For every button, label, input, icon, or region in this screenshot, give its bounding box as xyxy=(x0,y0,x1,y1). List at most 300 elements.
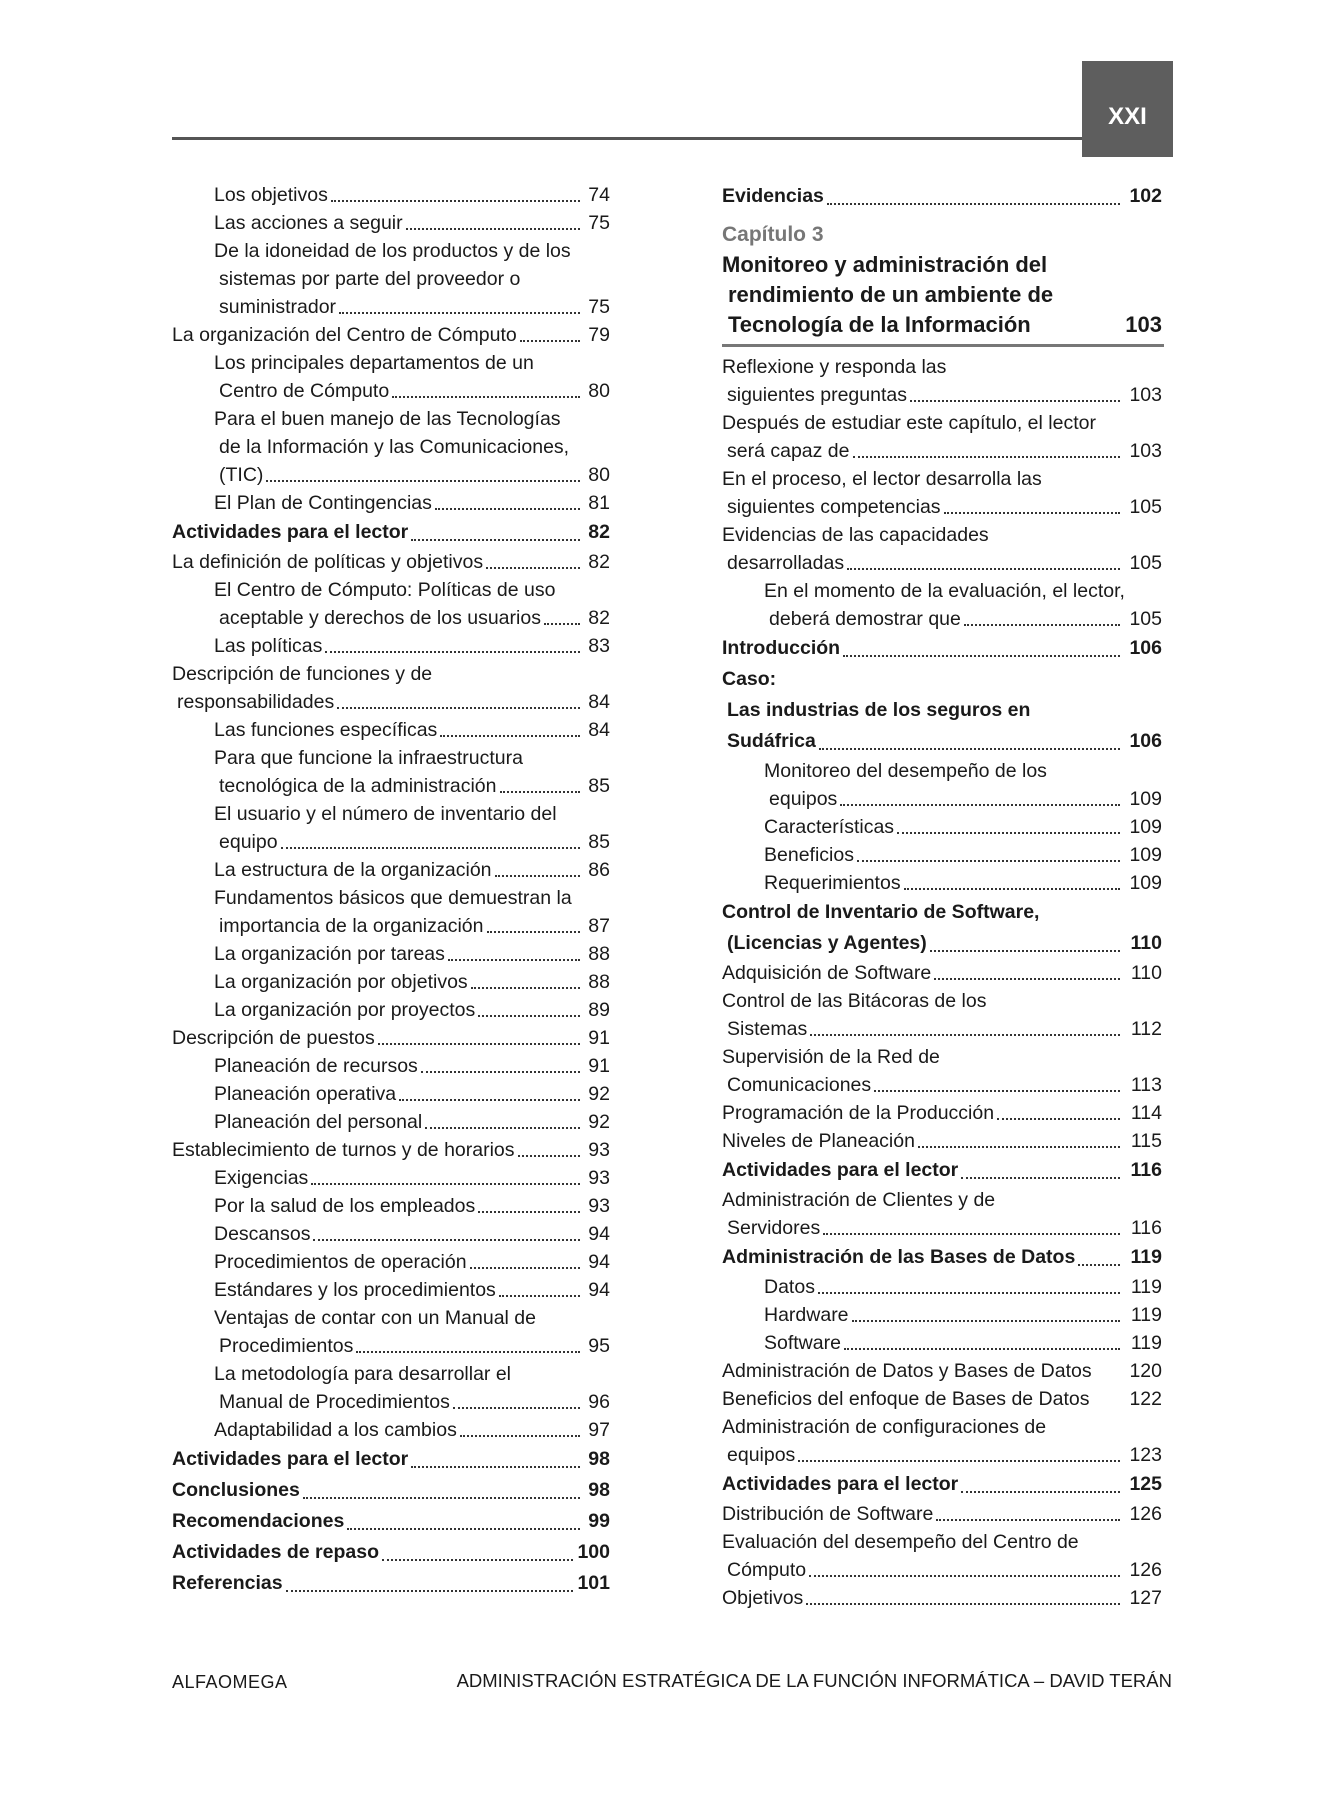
toc-page-number: 98 xyxy=(588,1479,610,1501)
dot-leader xyxy=(470,1267,580,1269)
toc-entry xyxy=(172,884,610,940)
dot-leader xyxy=(806,1603,1120,1605)
toc-entry xyxy=(722,181,1162,212)
toc-entry xyxy=(722,409,1162,465)
toc-entry-line xyxy=(172,321,610,349)
toc-page-number: 109 xyxy=(1129,816,1162,838)
chapter-title-line: Tecnología de la Información xyxy=(728,312,1031,337)
toc-entry-text: Beneficios xyxy=(764,844,854,866)
toc-entry-text: (Licencias y Agentes) xyxy=(727,932,927,954)
toc-entry xyxy=(172,1360,610,1416)
toc-page-number: 74 xyxy=(588,184,610,206)
toc-entry-text: Comunicaciones xyxy=(727,1074,872,1096)
toc-entry xyxy=(172,237,610,321)
dot-leader xyxy=(486,567,580,569)
toc-entry-text: Las funciones específicas xyxy=(214,719,438,741)
toc-entry-text: Adaptabilidad a los cambios xyxy=(214,1419,457,1441)
toc-entry-line xyxy=(764,1273,1162,1301)
toc-entry-line xyxy=(722,959,1162,987)
dot-leader xyxy=(411,1466,580,1468)
toc-entry-text: sistemas por parte del proveedor o xyxy=(219,268,521,290)
dot-leader xyxy=(347,1528,580,1530)
toc-entry-text: de la Información y las Comunicaciones, xyxy=(219,436,570,458)
toc-entry xyxy=(172,1276,610,1304)
toc-entry-line xyxy=(722,1441,1162,1469)
toc-entry xyxy=(172,517,610,548)
toc-right-column xyxy=(722,181,1162,1612)
toc-entry-line xyxy=(722,1500,1162,1528)
dot-leader xyxy=(453,1407,580,1409)
toc-entry-line xyxy=(214,996,610,1024)
toc-entry xyxy=(722,1273,1162,1301)
dot-leader xyxy=(487,931,581,933)
toc-page-number: 109 xyxy=(1129,844,1162,866)
toc-entry-text: equipos xyxy=(769,788,838,810)
toc-entry xyxy=(722,869,1162,897)
toc-entry xyxy=(722,757,1162,813)
toc-entry-text: La organización por tareas xyxy=(214,943,445,965)
toc-page-number: 110 xyxy=(1130,962,1162,984)
toc-entry-text: La estructura de la organización xyxy=(214,859,492,881)
toc-entry-text: Actividades para el lector xyxy=(722,1159,959,1181)
dot-leader xyxy=(313,1239,580,1241)
toc-entry-text: Después de estudiar este capítulo, el lector xyxy=(722,412,1096,434)
toc-entry-text: Datos xyxy=(764,1276,815,1298)
toc-entry-text: Programación de la Producción xyxy=(722,1102,995,1124)
toc-page-number: 93 xyxy=(588,1139,610,1161)
toc-page-number: 91 xyxy=(588,1027,610,1049)
toc-entry-line xyxy=(214,209,610,237)
toc-entry-line xyxy=(214,1192,610,1220)
toc-entry-text: Ventajas de contar con un Manual de xyxy=(214,1307,536,1329)
toc-entry-text: Monitoreo del desempeño de los xyxy=(764,760,1047,782)
chapter-title-last-line xyxy=(722,310,1162,340)
toc-page-number: 113 xyxy=(1130,1074,1162,1096)
toc-entry-line xyxy=(214,377,610,405)
dot-leader xyxy=(961,1491,1120,1493)
chapter-rule xyxy=(722,344,1164,347)
toc-entry-line xyxy=(722,633,1162,664)
footer-publisher: ALFAOMEGA xyxy=(172,1672,288,1692)
toc-page-number: 103 xyxy=(1129,440,1162,462)
toc-entry-line xyxy=(172,1136,610,1164)
toc-page-number: 86 xyxy=(588,859,610,881)
toc-entry-text: Las políticas xyxy=(214,635,323,657)
toc-page-number: 105 xyxy=(1129,608,1162,630)
toc-entry xyxy=(172,1108,610,1136)
chapter-label: Capítulo 3 xyxy=(722,223,824,246)
dot-leader xyxy=(411,539,580,541)
dot-leader xyxy=(266,480,580,482)
toc-entry xyxy=(722,1155,1162,1186)
toc-page-number: 85 xyxy=(588,831,610,853)
toc-entry-line xyxy=(214,716,610,744)
toc-entry-line xyxy=(722,1099,1162,1127)
toc-page-number: 83 xyxy=(588,635,610,657)
toc-entry xyxy=(172,209,610,237)
toc-entry xyxy=(722,1127,1162,1155)
toc-entry-line xyxy=(214,856,610,884)
dot-leader xyxy=(281,847,580,849)
toc-entry-line xyxy=(764,605,1162,633)
toc-page-number: 82 xyxy=(588,551,610,573)
toc-page-number: 123 xyxy=(1129,1444,1162,1466)
toc-entry-line xyxy=(764,869,1162,897)
dot-leader xyxy=(809,1575,1120,1577)
dot-leader xyxy=(904,888,1120,890)
toc-entry-text: equipos xyxy=(727,1444,796,1466)
toc-entry-line xyxy=(214,181,610,209)
dot-leader xyxy=(356,1351,580,1353)
toc-page-number: 75 xyxy=(588,296,610,318)
toc-entry-line xyxy=(722,1127,1162,1155)
toc-entry-line xyxy=(172,1444,610,1475)
toc-page-number: 114 xyxy=(1130,1102,1162,1124)
toc-page-number: 106 xyxy=(1129,637,1162,659)
toc-entry-line xyxy=(214,1052,610,1080)
toc-entry-text: Distribución de Software xyxy=(722,1503,934,1525)
toc-entry xyxy=(172,1416,610,1444)
toc-entry xyxy=(172,1192,610,1220)
toc-page-number: 75 xyxy=(588,212,610,234)
toc-entry xyxy=(722,813,1162,841)
toc-entry-text: aceptable y derechos de los usuarios xyxy=(219,607,541,629)
toc-entry-line xyxy=(764,785,1162,813)
toc-entry-text: (TIC) xyxy=(219,464,264,486)
toc-entry-line xyxy=(172,1024,610,1052)
toc-entry-text: Procedimientos de operación xyxy=(214,1251,467,1273)
toc-entry xyxy=(172,405,610,489)
toc-entry-text: Control de las Bitácoras de los xyxy=(722,990,987,1012)
toc-entry-text: Sistemas xyxy=(727,1018,808,1040)
dot-leader xyxy=(406,228,580,230)
dot-leader xyxy=(478,1015,580,1017)
toc-entry xyxy=(172,1444,610,1475)
dot-leader xyxy=(495,875,580,877)
toc-entry xyxy=(722,521,1162,577)
toc-entry xyxy=(722,1357,1162,1385)
toc-entry xyxy=(172,660,610,716)
toc-entry-line xyxy=(722,1469,1162,1500)
dot-leader xyxy=(421,1071,580,1073)
toc-entry-text: Planeación del personal xyxy=(214,1111,423,1133)
dot-leader xyxy=(910,400,1120,402)
toc-entry-line xyxy=(722,1357,1162,1385)
toc-page-number: 116 xyxy=(1130,1159,1162,1181)
toc-page-number: 96 xyxy=(588,1391,610,1413)
dot-leader xyxy=(448,959,580,961)
toc-entry xyxy=(722,841,1162,869)
toc-entry xyxy=(172,716,610,744)
dot-leader xyxy=(544,623,580,625)
toc-page-number: 88 xyxy=(588,971,610,993)
toc-page-number: 88 xyxy=(588,943,610,965)
chapter-page-number: 103 xyxy=(1125,312,1162,337)
toc-page-number: 101 xyxy=(577,1572,610,1594)
toc-page-number: 80 xyxy=(588,380,610,402)
toc-page-number: 105 xyxy=(1129,496,1162,518)
toc-entry xyxy=(722,664,1162,757)
toc-page-number: 94 xyxy=(588,1251,610,1273)
dot-leader xyxy=(435,508,580,510)
toc-entry-text: Administración de las Bases de Datos xyxy=(722,1246,1076,1268)
toc-entry-text: Descansos xyxy=(214,1223,311,1245)
toc-entry-line xyxy=(172,548,610,576)
toc-page-number: 95 xyxy=(588,1335,610,1357)
dot-leader xyxy=(460,1435,580,1437)
toc-entry xyxy=(722,1301,1162,1329)
toc-page-number: 89 xyxy=(588,999,610,1021)
toc-entry-text: desarrolladas xyxy=(727,552,845,574)
toc-entry xyxy=(172,968,610,996)
toc-page-number: 87 xyxy=(588,915,610,937)
toc-entry-line xyxy=(214,489,610,517)
toc-page-number: 116 xyxy=(1130,1217,1162,1239)
toc-entry xyxy=(172,349,610,405)
toc-right-top xyxy=(722,181,1162,212)
chapter-title xyxy=(722,250,1162,340)
toc-left-column xyxy=(172,181,610,1599)
toc-entry xyxy=(172,576,610,632)
dot-leader xyxy=(478,1211,580,1213)
toc-entry-text: Sudáfrica xyxy=(727,730,816,752)
dot-leader xyxy=(499,1295,580,1297)
toc-page-number: 119 xyxy=(1130,1332,1162,1354)
toc-entry-text: Control de Inventario de Software, xyxy=(722,901,1040,923)
toc-entry-line xyxy=(172,517,610,548)
toc-page-number: 127 xyxy=(1129,1587,1162,1609)
toc-entry xyxy=(722,577,1162,633)
toc-entry-line xyxy=(214,1080,610,1108)
toc-entry xyxy=(722,465,1162,521)
toc-entry-text: Planeación operativa xyxy=(214,1083,397,1105)
toc-page-number: 94 xyxy=(588,1223,610,1245)
toc-page-number: 97 xyxy=(588,1419,610,1441)
toc-page-number: 92 xyxy=(588,1111,610,1133)
toc-entry xyxy=(722,1099,1162,1127)
toc-entry-line xyxy=(722,437,1162,465)
toc-entry-text: Las industrias de los seguros en xyxy=(727,699,1031,721)
toc-entry xyxy=(172,800,610,856)
toc-entry-text: Actividades para el lector xyxy=(172,1448,409,1470)
toc-entry-line xyxy=(214,1220,610,1248)
toc-page-number: 112 xyxy=(1130,1018,1162,1040)
toc-entry-text: Planeación de recursos xyxy=(214,1055,418,1077)
toc-entry-line xyxy=(172,1475,610,1506)
toc-entry-line xyxy=(214,461,610,489)
toc-entry xyxy=(722,1584,1162,1612)
toc-entry-text: equipo xyxy=(219,831,278,853)
toc-page-number: 115 xyxy=(1130,1130,1162,1152)
toc-entry-text: Servidores xyxy=(727,1217,821,1239)
toc-entry-text: suministrador xyxy=(219,296,337,318)
toc-entry-line xyxy=(722,1584,1162,1612)
toc-page-number: 82 xyxy=(588,607,610,629)
toc-entry-text: El Centro de Cómputo: Políticas de uso xyxy=(214,579,556,601)
toc-entry xyxy=(172,856,610,884)
dot-leader xyxy=(810,1034,1120,1036)
toc-entry-line xyxy=(214,912,610,940)
toc-entry xyxy=(722,987,1162,1043)
dot-leader xyxy=(303,1497,580,1499)
toc-page-number: 125 xyxy=(1129,1473,1162,1495)
toc-entry xyxy=(722,1186,1162,1242)
toc-page-number: 93 xyxy=(588,1167,610,1189)
toc-page-number: 85 xyxy=(588,775,610,797)
toc-entry-line xyxy=(722,1214,1162,1242)
dot-leader xyxy=(1078,1264,1120,1266)
toc-entry-text: Procedimientos xyxy=(219,1335,354,1357)
toc-page-number: 109 xyxy=(1129,788,1162,810)
toc-entry-text: siguientes competencias xyxy=(727,496,941,518)
toc-entry-text: Cómputo xyxy=(727,1559,807,1581)
toc-page-number: 91 xyxy=(588,1055,610,1077)
toc-entry-text: Los objetivos xyxy=(214,184,328,206)
toc-entry-text: Por la salud de los empleados xyxy=(214,1195,476,1217)
toc-entry xyxy=(722,1043,1162,1099)
toc-page-number: 102 xyxy=(1129,185,1162,207)
dot-leader xyxy=(964,624,1120,626)
toc-entry-line xyxy=(764,813,1162,841)
toc-entry xyxy=(722,1242,1162,1273)
toc-entry-text: Evidencias xyxy=(722,185,824,207)
toc-entry-text: La organización del Centro de Cómputo xyxy=(172,324,517,346)
toc-page-number: 82 xyxy=(588,521,610,543)
toc-entry-text: Para que funcione la infraestructura xyxy=(214,747,523,769)
toc-entry-line xyxy=(214,828,610,856)
footer-book-title: ADMINISTRACIÓN ESTRATÉGICA DE LA FUNCIÓN INFORMÁTICA – DAVID TERÁN xyxy=(456,1670,1172,1691)
toc-entry-text: Descripción de funciones y de xyxy=(172,663,433,685)
toc-entry-text: Requerimientos xyxy=(764,872,901,894)
toc-entry-text: La organización por objetivos xyxy=(214,971,468,993)
toc-entry-text: Caso: xyxy=(722,668,777,690)
dot-leader xyxy=(425,1127,580,1129)
toc-entry xyxy=(722,959,1162,987)
toc-entry-text: Software xyxy=(764,1332,841,1354)
toc-entry-line xyxy=(722,181,1162,212)
toc-entry-line xyxy=(172,688,610,716)
dot-leader xyxy=(930,950,1120,952)
toc-entry-text: Supervisión de la Red de xyxy=(722,1046,940,1068)
toc-entry xyxy=(722,1528,1162,1584)
toc-page-number: 119 xyxy=(1130,1246,1162,1268)
toc-entry-text: Actividades de repaso xyxy=(172,1541,379,1563)
dot-leader xyxy=(843,655,1120,657)
dot-leader xyxy=(897,832,1120,834)
toc-entry-text: Niveles de Planeación xyxy=(722,1130,915,1152)
toc-entry-text: Fundamentos básicos que demuestran la xyxy=(214,887,572,909)
toc-entry-text: Administración de Clientes y de xyxy=(722,1189,996,1211)
dot-leader xyxy=(286,1590,574,1592)
chapter-title-line: Monitoreo y administración del xyxy=(722,252,1048,277)
dot-leader xyxy=(936,1519,1120,1521)
toc-entry xyxy=(172,1506,610,1537)
toc-entry xyxy=(172,744,610,800)
toc-entry-text: Manual de Procedimientos xyxy=(219,1391,450,1413)
toc-entry-text: Las acciones a seguir xyxy=(214,212,403,234)
dot-leader xyxy=(853,456,1121,458)
toc-entry xyxy=(172,632,610,660)
toc-entry-text: En el momento de la evaluación, el lector, xyxy=(764,580,1125,602)
toc-page-number: 119 xyxy=(1130,1276,1162,1298)
toc-page-number: 98 xyxy=(588,1448,610,1470)
dot-leader xyxy=(823,1233,1120,1235)
toc-entry-line xyxy=(172,1537,610,1568)
toc-page-number: 110 xyxy=(1130,932,1162,954)
toc-entry xyxy=(172,940,610,968)
toc-entry-line xyxy=(214,1164,610,1192)
toc-entry-text: En el proceso, el lector desarrolla las xyxy=(722,468,1042,490)
toc-entry xyxy=(172,1024,610,1052)
toc-entry xyxy=(172,1164,610,1192)
toc-entry-line xyxy=(722,726,1162,757)
toc-entry xyxy=(172,1136,610,1164)
toc-entry-line xyxy=(214,1388,610,1416)
dot-leader xyxy=(847,568,1120,570)
dot-leader xyxy=(337,707,580,709)
dot-leader xyxy=(961,1177,1120,1179)
toc-entry xyxy=(172,321,610,349)
toc-entry xyxy=(722,1385,1162,1413)
toc-entry-line xyxy=(214,1276,610,1304)
toc-entry-line xyxy=(172,1506,610,1537)
dot-leader xyxy=(997,1118,1120,1120)
toc-page-number: 80 xyxy=(588,464,610,486)
toc-entry-text: Centro de Cómputo xyxy=(219,380,390,402)
toc-entry-line xyxy=(764,1329,1162,1357)
toc-entry xyxy=(722,1500,1162,1528)
toc-page-number: 93 xyxy=(588,1195,610,1217)
toc-page-number: 119 xyxy=(1130,1304,1162,1326)
toc-entry-text: La metodología para desarrollar el xyxy=(214,1363,512,1385)
dot-leader xyxy=(520,340,580,342)
toc-entry xyxy=(172,548,610,576)
toc-entry-line xyxy=(172,1568,610,1599)
toc-entry-line xyxy=(764,1301,1162,1329)
toc-page-number: 92 xyxy=(588,1083,610,1105)
toc-entry xyxy=(722,1469,1162,1500)
dot-leader xyxy=(311,1183,580,1185)
toc-entry-line xyxy=(722,493,1162,521)
toc-entry-text: Reflexione y responda las xyxy=(722,356,947,378)
toc-page-number: 126 xyxy=(1129,1503,1162,1525)
toc-entry-text: Exigencias xyxy=(214,1167,309,1189)
toc-entry-text: Introducción xyxy=(722,637,841,659)
toc-entry-line xyxy=(214,632,610,660)
toc-entry xyxy=(172,489,610,517)
toc-page-number: 81 xyxy=(588,492,610,514)
toc-entry-text: Estándares y los procedimientos xyxy=(214,1279,496,1301)
toc-entry-text: responsabilidades xyxy=(177,691,335,713)
dot-leader xyxy=(798,1460,1120,1462)
toc-entry-text: La organización por proyectos xyxy=(214,999,476,1021)
toc-entry-text: Beneficios del enfoque de Bases de Datos xyxy=(722,1388,1090,1410)
toc-entry-text: será capaz de xyxy=(727,440,850,462)
toc-entry-line xyxy=(722,1556,1162,1584)
toc-entry-line xyxy=(722,1015,1162,1043)
toc-entry-text: De la idoneidad de los productos y de los xyxy=(214,240,571,262)
toc-entry-text: Administración de configuraciones de xyxy=(722,1416,1047,1438)
toc-entry-line xyxy=(722,1242,1162,1273)
dot-leader xyxy=(325,651,580,653)
dot-leader xyxy=(331,200,580,202)
toc-entry-text: Actividades para el lector xyxy=(722,1473,959,1495)
dot-leader xyxy=(934,978,1120,980)
toc-entry xyxy=(172,1052,610,1080)
toc-page-number: 103 xyxy=(1129,384,1162,406)
toc-entry xyxy=(172,1475,610,1506)
toc-entry xyxy=(722,1413,1162,1469)
